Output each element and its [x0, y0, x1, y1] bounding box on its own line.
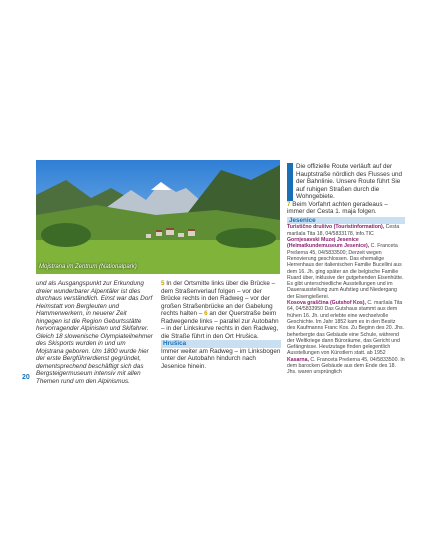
section-heading-jesenice: Jesenice [287, 217, 405, 225]
column-2 [161, 280, 281, 370]
poi-tourist-info: Turistično društvo (Touristinformation), Cesta maršala Tita 18, 04/5833178, info.TIC [287, 224, 400, 237]
route-step-7: 7 Beim Vorfahrt achten geradeaus – immer der Cesta 1. maja folgen. [287, 200, 388, 216]
column-3 [287, 163, 405, 376]
section-heading-hrusica: Hrušica [161, 340, 281, 348]
route-info-box: Die offizielle Route verläuft auf der Hauptstraße nördlich des Flusses und der Bahnlinie. Unsere Route führt Sie auf ruhigen Straßen durch die Wohngebiete. [287, 163, 405, 201]
page-number: 20 [22, 374, 30, 381]
photo-caption: Mojstrana im Zentrum (Nationalpark) [39, 264, 137, 270]
poi-museum: Gornjesavski Muzej Jesenice (Heimatkundemuseum Jesenice), C. Franceta Prešerna 45, 04/5833500; Derzeit wegen Renovierung geschlossen. Das ehemalige Herrenhaus der italienischen Familie Bucellini aus dem 16. Jh. ging später an die belgische Familie Ruard über, inklusive der gutgehenden Eisenhütte. Es gibt unterschiedliche Ausstellungen und im Dauerausstellung zum Aufstieg und Niedergang der Eisengießerei. [287, 237, 404, 300]
poi-gutshof-kos: Kosova graščina (Gutshof Kos), C. maršala Tita 64, 04/5833950 Das Gutshaus stammt aus dem frühen 16. Jh. und erlebte eine wechselvolle Geschichte. Im Jahr 1852 kam es in den Besitz des Kaufmanns Franc Kos. Zu Beginn des 20. Jhs. beherbergte das Gebäude eine Schule, während der Weltkriege dann Büroräume, das Gericht und Gefängnisse. Heutzutage finden gelegentlich Ausstellungen von Künstlern statt. ab 1952 [287, 300, 405, 357]
poi-kasarna: Kasarna, C. Franceta Prešerna 45, 04/5833500. In dem barocken Gebäude aus dem Ende des 18. Jhs. waren ursprünglich [287, 356, 405, 376]
landscape-photo [36, 160, 280, 274]
column-1-text: und als Ausgangspunkt zur Erkundung dreier wunderbarer Alpentäler ist dies durchaus verständlich. Einst war das Dorf Heimstatt von Bergleuten und Hammerwerkern, in neuerer Zeit hingegen ist die Region Geburtsstätte hervorragender Alpinisten und Skifahrer. Gleich 18 slowenische Olympiateilnehmer des Skisports wurden in und um Mojstrana geboren. Um 1800 wurde hier der erste Bergführerdienst gegründet, dementsprechend beschäftigt sich das Bergsteigermuseum intensiv mit allen Themen rund um den Alpinismus. [36, 280, 153, 385]
route-step-5: 5 In der Ortsmitte links über die Brücke – dem Straßenverlauf folgen – vor der Brücke rechts in den Radweg – vor der großen Straßenbrücke an der Gabelung rechts halten – 6 an der Querstraße beim Radwegende links – parallel zur Autobahn – in der Linkskurve rechts in den Radweg, die Straße führt in den Ort Hrušica. [161, 280, 279, 340]
route-text-hrusica: Immer weiter am Radweg – im Linksbogen unter der Autobahn hindurch nach Jesenice hinein. [161, 347, 281, 370]
